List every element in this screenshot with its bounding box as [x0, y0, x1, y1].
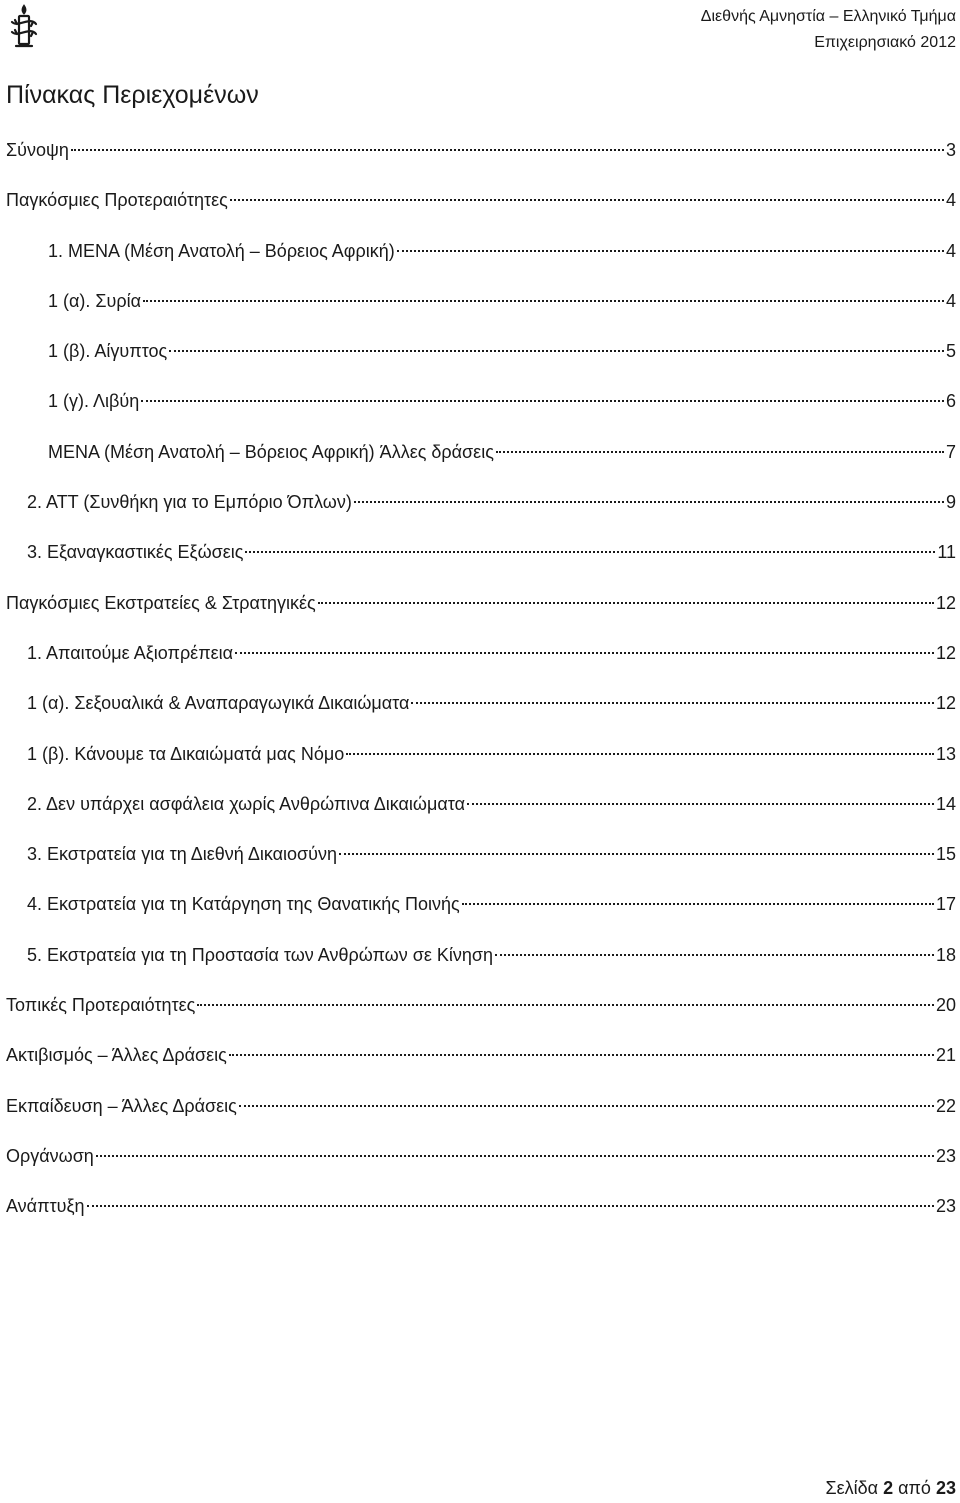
- toc-entry[interactable]: [0, 337, 960, 387]
- footer-page-prefix: Σελίδα: [825, 1478, 879, 1498]
- toc-entry-page-number: 15: [935, 844, 956, 865]
- toc-entry[interactable]: [0, 1092, 960, 1142]
- toc-dot-leader: [87, 1205, 934, 1207]
- toc-dot-leader: [230, 199, 944, 201]
- toc-dot-leader: [245, 551, 935, 553]
- toc-entry-label: 1 (γ). Λιβύη: [48, 391, 140, 412]
- toc-dot-leader: [462, 903, 934, 905]
- toc-entry-page-number: 18: [935, 944, 956, 965]
- page-footer: [825, 1476, 956, 1500]
- toc-dot-leader: [71, 149, 944, 151]
- toc-entry[interactable]: [0, 1041, 960, 1091]
- toc-dot-leader: [495, 954, 934, 956]
- toc-entry[interactable]: [0, 488, 960, 538]
- toc-entry-page-number: 20: [935, 995, 956, 1016]
- toc-entry-page-number: 17: [935, 894, 956, 915]
- toc-entry[interactable]: [0, 237, 960, 287]
- toc-entry-page-number: 7: [945, 441, 956, 462]
- toc-entry-label: Σύνοψη: [6, 140, 69, 160]
- toc-dot-leader: [229, 1054, 934, 1056]
- toc-entry[interactable]: [0, 538, 960, 588]
- toc-entry-page-number: 3: [945, 140, 956, 160]
- toc-dot-leader: [411, 702, 934, 704]
- toc-entry[interactable]: [0, 689, 960, 739]
- toc-entry[interactable]: [0, 1192, 960, 1242]
- toc-entry[interactable]: [0, 136, 960, 186]
- toc-entry-page-number: 22: [935, 1095, 956, 1116]
- toc-entry-page-number: 21: [935, 1045, 956, 1066]
- toc-entry-label: 1. ΜΕΝΑ (Μέση Ανατολή – Βόρειος Αφρική): [48, 240, 395, 261]
- toc-entry[interactable]: [0, 589, 960, 639]
- toc-dot-leader: [467, 803, 934, 805]
- toc-entry-label: Οργάνωση: [6, 1145, 94, 1166]
- toc-entry[interactable]: [0, 1142, 960, 1192]
- toc-dot-leader: [397, 250, 944, 252]
- toc-entry[interactable]: [0, 186, 960, 236]
- toc-dot-leader: [318, 602, 934, 604]
- toc-entry-page-number: 13: [935, 743, 956, 764]
- toc-entry-label: Ανάπτυξη: [6, 1196, 85, 1217]
- candle-barbed-wire-icon: [4, 2, 44, 50]
- toc-dot-leader: [141, 400, 944, 402]
- toc-entry-label: Τοπικές Προτεραιότητες: [6, 995, 196, 1016]
- toc-dot-leader: [235, 652, 934, 654]
- toc-entry-label: 2. Δεν υπάρχει ασφάλεια χωρίς Ανθρώπινα Δικαιώματα: [27, 793, 466, 814]
- toc-entry-page-number: 12: [935, 693, 956, 714]
- toc-entry[interactable]: [0, 740, 960, 790]
- toc-dot-leader: [197, 1004, 934, 1006]
- toc-entry-page-number: 4: [945, 190, 956, 211]
- toc-entry-label: 3. Εξαναγκαστικές Εξώσεις: [27, 542, 244, 563]
- header-document-title: Επιχειρησιακό 2012: [814, 34, 956, 51]
- toc-entry[interactable]: [0, 991, 960, 1041]
- toc-entry-page-number: 6: [945, 391, 956, 412]
- toc-entry-label: 4. Εκστρατεία για τη Κατάργηση της Θανατικής Ποινής: [27, 894, 460, 915]
- toc-dot-leader: [239, 1105, 934, 1107]
- toc-dot-leader: [143, 300, 944, 302]
- toc-entry[interactable]: [0, 387, 960, 437]
- toc-entry-page-number: 14: [935, 793, 956, 814]
- toc-entry-page-number: 5: [945, 341, 956, 362]
- page-header: [701, 4, 956, 56]
- toc-entry-label: 1 (α). Σεξουαλικά & Αναπαραγωγικά Δικαιώματα: [27, 693, 410, 714]
- toc-entry-page-number: 4: [945, 240, 956, 261]
- toc-dot-leader: [96, 1155, 934, 1157]
- toc-entry-page-number: 12: [935, 592, 956, 613]
- toc-entry-label: 1. Απαιτούμε Αξιοπρέπεια: [27, 642, 234, 663]
- toc-entry-label: 3. Εκστρατεία για τη Διεθνή Δικαιοσύνη: [27, 844, 337, 865]
- toc-entry-page-number: 12: [935, 642, 956, 663]
- toc-entry[interactable]: [0, 287, 960, 337]
- toc-dot-leader: [339, 853, 934, 855]
- toc-entry-label: Παγκόσμιες Εκστρατείες & Στρατηγικές: [6, 592, 316, 613]
- toc-entry-label: Εκπαίδευση – Άλλες Δράσεις: [6, 1095, 237, 1116]
- footer-total-pages: 23: [935, 1478, 956, 1498]
- toc-dot-leader: [496, 451, 944, 453]
- toc-entry-label: 2. ATT (Συνθήκη για το Εμπόριο Όπλων): [27, 492, 352, 513]
- toc-entry[interactable]: [0, 438, 960, 488]
- toc-entry-label: MENA (Μέση Ανατολή – Βόρειος Αφρική) Άλλες δράσεις: [48, 441, 494, 462]
- header-organization: Διεθνής Αμνηστία – Ελληνικό Τμήμα: [700, 8, 956, 25]
- toc-entry[interactable]: [0, 941, 960, 991]
- toc-entry-label: Παγκόσμιες Προτεραιότητες: [6, 190, 228, 211]
- toc-title: Πίνακας Περιεχομένων: [6, 81, 259, 109]
- toc-entry-page-number: 9: [945, 492, 956, 513]
- toc-entry[interactable]: [0, 840, 960, 890]
- toc-entry[interactable]: [0, 790, 960, 840]
- toc-entry[interactable]: [0, 639, 960, 689]
- toc-entry-label: 1 (β). Κάνουμε τα Δικαιώματά μας Νόμο: [27, 743, 345, 764]
- toc-dot-leader: [354, 501, 944, 503]
- toc-entry[interactable]: [0, 890, 960, 940]
- toc-entry-page-number: 11: [937, 542, 956, 563]
- toc-entry-page-number: 23: [935, 1196, 956, 1217]
- toc-entry-label: 1 (β). Αίγυπτος: [48, 341, 168, 362]
- toc-entry-label: 1 (α). Συρία: [48, 290, 142, 311]
- table-of-contents: [0, 136, 960, 1243]
- footer-current-page: 2: [883, 1478, 894, 1498]
- toc-dot-leader: [169, 350, 944, 352]
- toc-dot-leader: [346, 753, 934, 755]
- toc-entry-page-number: 4: [945, 290, 956, 311]
- toc-entry-label: Ακτιβισμός – Άλλες Δράσεις: [6, 1045, 227, 1066]
- footer-of-word: από: [898, 1478, 931, 1498]
- toc-entry-label: 5. Εκστρατεία για τη Προστασία των Ανθρώπων σε Κίνηση: [27, 944, 494, 965]
- toc-entry-page-number: 23: [935, 1145, 956, 1166]
